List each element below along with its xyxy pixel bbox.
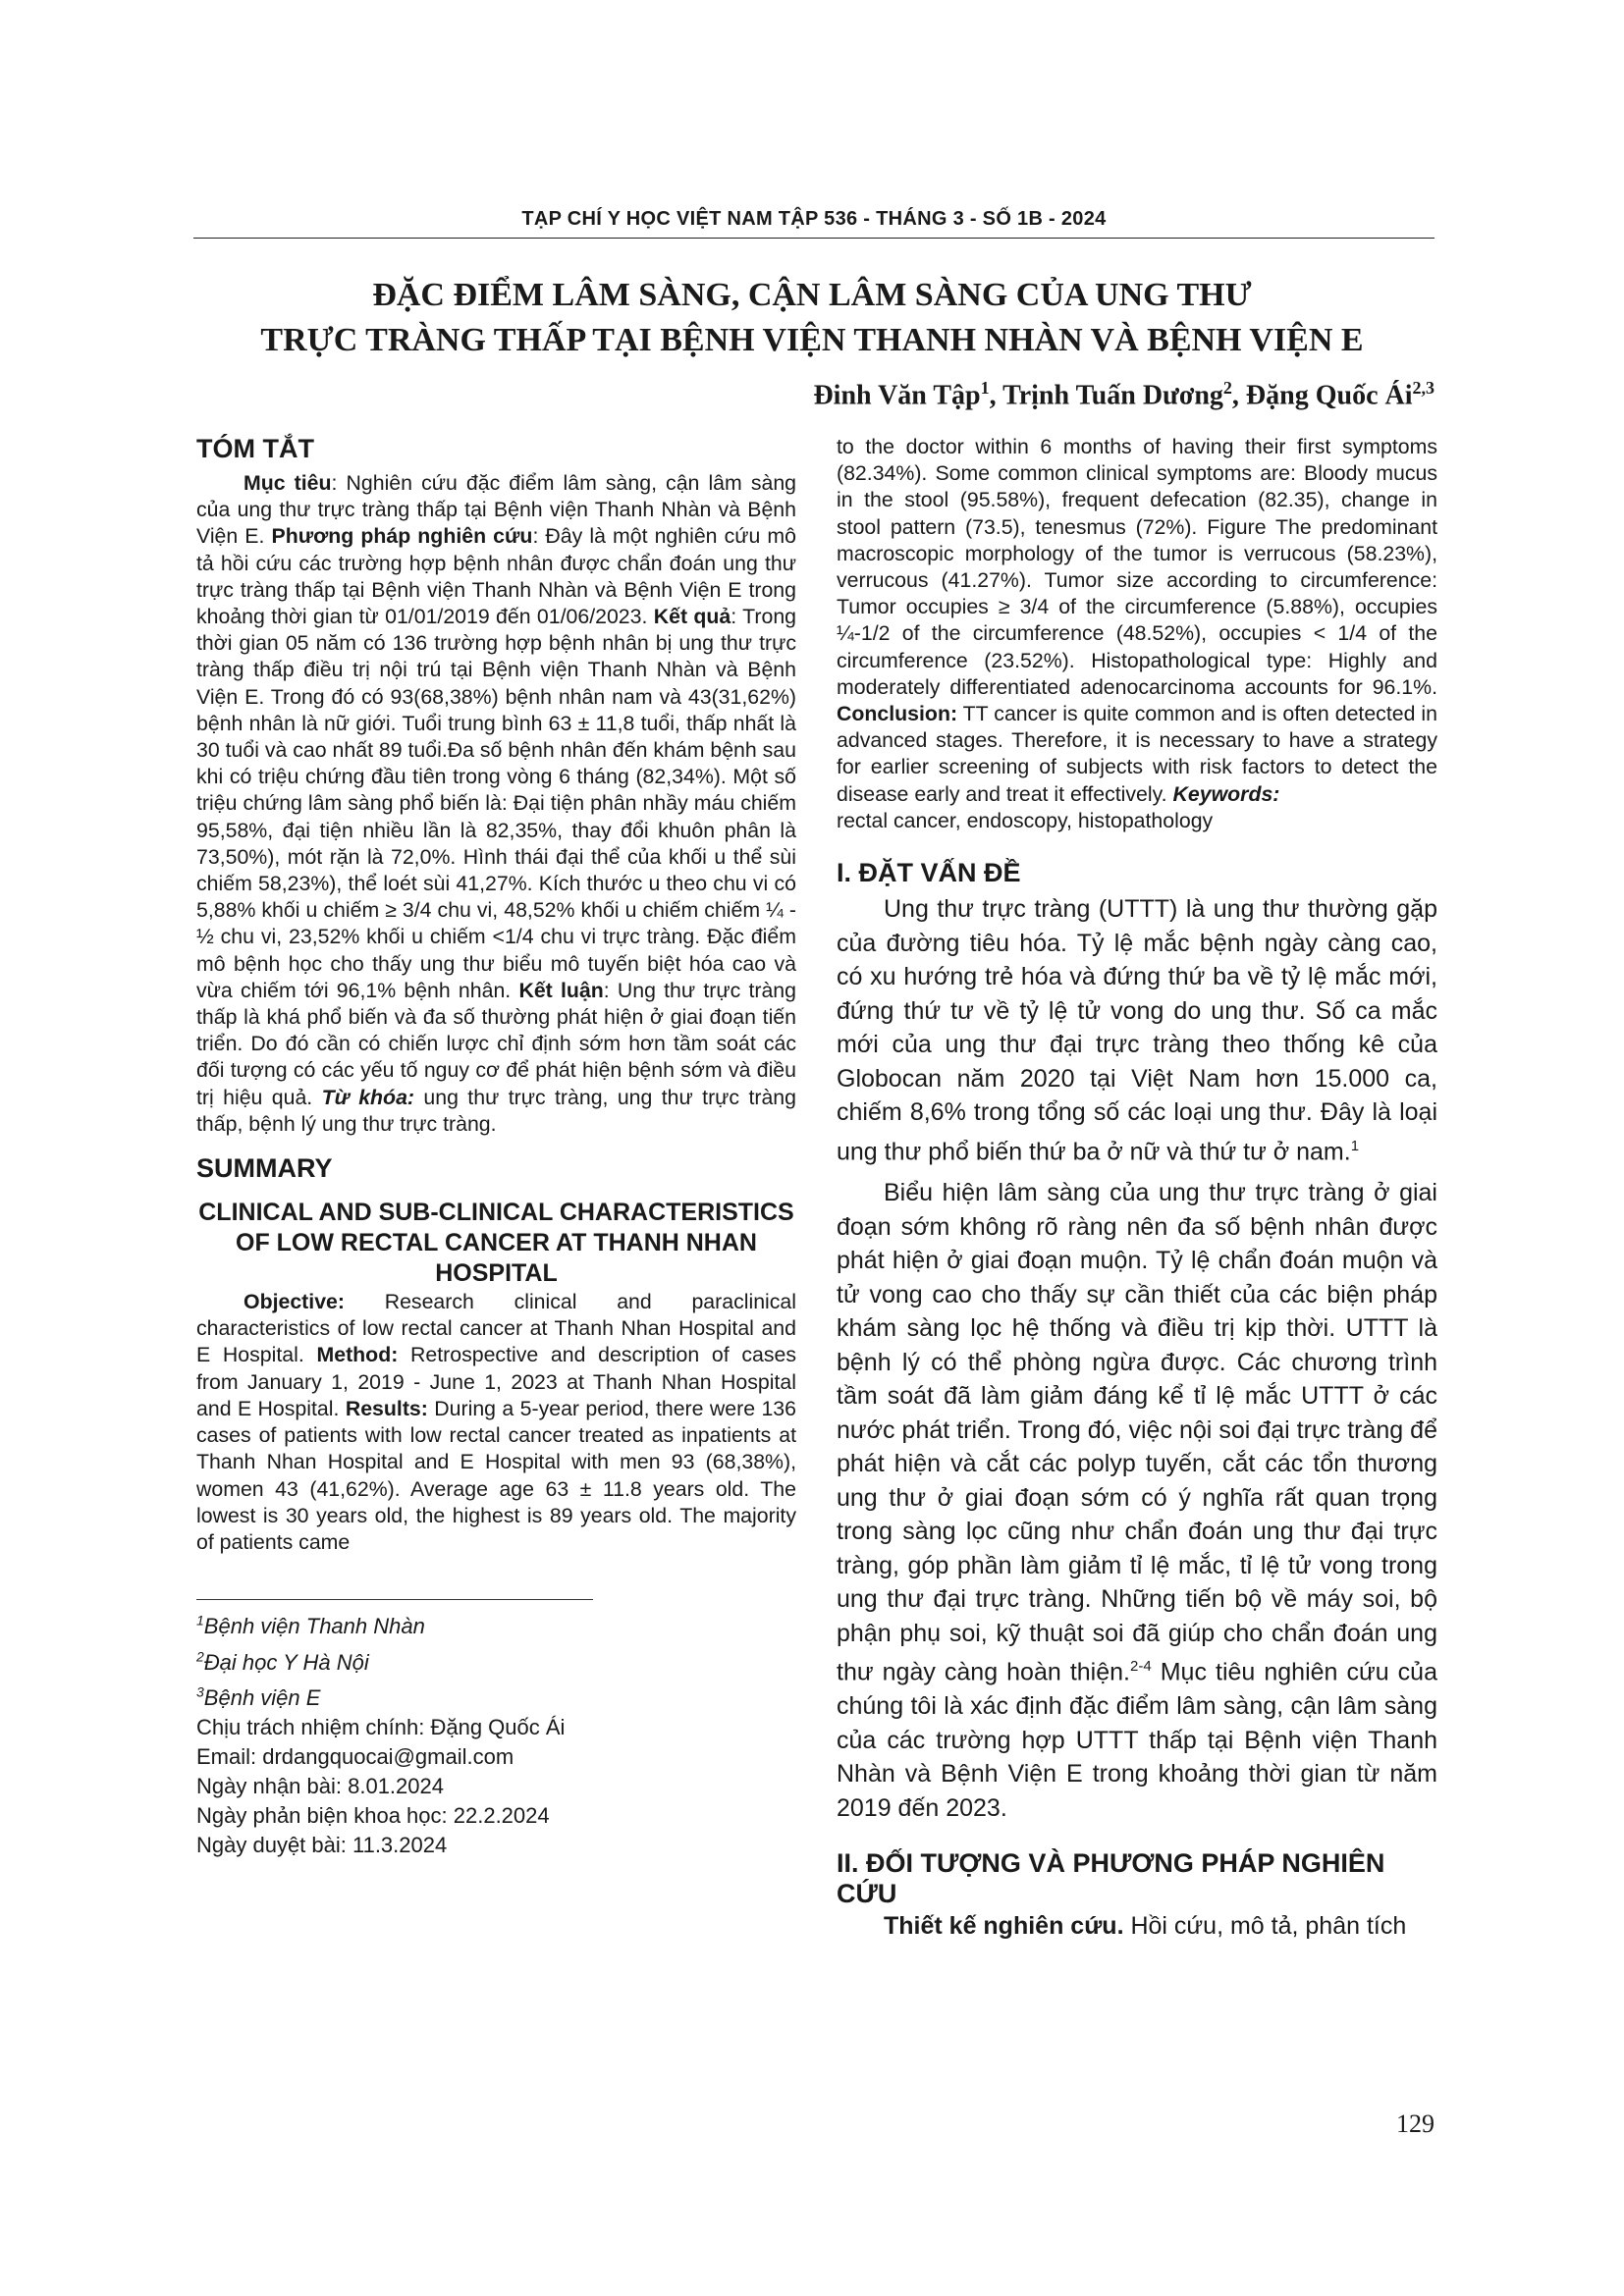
results-label: Kết quả — [653, 605, 731, 629]
citation-sup: 1 — [1350, 1137, 1360, 1154]
keywords-text-en: rectal cancer, endoscopy, histopathology — [837, 808, 1214, 832]
author-affiliation-sup: 1 — [980, 378, 990, 398]
abstract-vi-heading: TÓM TẮT — [196, 434, 314, 463]
results-text: : Trong thời gian 05 năm có 136 trường hợp bệnh nhân bị ung thư trực tràng thấp điều trị nội trú tại Bệnh viện Thanh Nhàn và Bệnh Viện E. Trong đó có 93(68,38%) bệnh nhân nam và 43(31,62%) bệnh nhân là nữ giới. Tuổi trung bình 63 ± 11,8 tuổi, thấp nhất là 30 tuổi và cao nhất 89 tuổi.Đa số bệnh nhân đến khám bệnh sau khi có triệu chứng đầu tiên trong vòng 6 tháng (82,34%). Một số triệu chứng lâm sàng phổ biến là: Đại tiện phân nhầy máu chiếm 95,58%, đại tiện nhiều lần là 82,35%, thay đổi khuôn phân là 73,50%), mót rặn là 72,0%. Hình thái đại thể của khối u thể sùi chiếm 58,23%), thể loét sùi 41,27%. Kích thước u theo chu vi có 5,88% khối u chiếm ≥ 3/4 chu vi, 48,52% khối u chiếm chiếm ¼ - ½ chu vi, 23,52% khối u chiếm <1/4 chu vi trực tràng. Đặc điểm mô bệnh học cho thấy ung thư biểu mô tuyến biệt hóa cao và vừa chiếm tới 96,1% bệnh nhân. — [196, 605, 797, 1002]
abstract-en-continued — [837, 434, 1437, 834]
left-column — [196, 434, 796, 1860]
method-text-en: Retrospective and description of cases from January 1, 2019 - June 1, 2023 at Thanh Nhan Hospital and E Hospital. — [196, 1343, 796, 1420]
page-number: 129 — [1396, 2109, 1435, 2138]
conclusion-label-en: Conclusion: — [837, 702, 958, 726]
abstract-en-heading: SUMMARY — [196, 1153, 333, 1184]
results-text-en-cont: to the doctor within 6 months of having their first symptoms (82.34%). Some common clinical symptoms are: Bloody mucus in the stool (95.58%), frequent defecation (82.35), change in stool pattern (73.5), tenesmus (72%). Figure The predominant macroscopic morphology of the tumor is verrucous (58.23%), verrucous (41.27%). Tumor size according to circumference: Tumor occupies ≥ 3/4 of the circumference (5.88%), occupies ¼-1/2 of the circumference (48.52%), occupies < 1/4 of the circumference (23.52%). Histopathological type: Highly and moderately differentiated adenocarcinoma accounts for 96.1%. — [837, 435, 1437, 699]
objective-label-en: Objective: — [244, 1290, 345, 1314]
abstract-vi-paragraph — [196, 470, 796, 1138]
header-rule — [193, 238, 1435, 239]
objective-text-en: Research clinical and paraclinical characteristics of low rectal cancer at Thanh Nhan Hospital and E Hospital. — [196, 1290, 796, 1367]
objective-text: : Nghiên cứu đặc điểm lâm sàng, cận lâm sàng của ung thư trực tràng thấp tại Bệnh viện Thanh Nhàn và Bệnh Viện E. — [196, 471, 797, 549]
keywords-label-en: Keywords: — [1172, 781, 1280, 806]
objective-label: Mục tiêu — [244, 471, 332, 495]
author-list — [813, 378, 1435, 411]
keywords-label: Từ khóa: — [321, 1085, 415, 1109]
author-affiliation-sup: 2,3 — [1412, 378, 1435, 398]
section-2-heading: II. ĐỐI TƯỢNG VÀ PHƯƠNG PHÁP NGHIÊN CỨU — [837, 1848, 1385, 1909]
author-separator: , — [1231, 380, 1246, 411]
author-name: Đinh Văn Tập — [813, 380, 981, 411]
affiliation-1: $^1$Bệnh viện Thanh Nhàn — [196, 1613, 425, 1639]
author-affiliation-sup: 2 — [1222, 378, 1232, 398]
abstract-en-title: CLINICAL AND SUB-CLINICAL CHARACTERISTICS OF LOW RECTAL CANCER AT THANH NHAN HOSPITAL — [198, 1199, 794, 1288]
date-accepted: Ngày duyệt bài: 11.3.2024 — [196, 1833, 448, 1858]
affiliation-2: $^2$Đại học Y Hà Nội — [196, 1648, 369, 1675]
title-line-1: ĐẶC ĐIỂM LÂM SÀNG, CẬN LÂM SÀNG CỦA UNG THƯ — [372, 277, 1252, 313]
date-reviewed: Ngày phản biện khoa học: 22.2.2024 — [196, 1803, 550, 1829]
method-label-en: Method: — [316, 1343, 399, 1367]
email: Email: drdangquocai@gmail.com — [196, 1744, 514, 1770]
title-line-2: TRỰC TRÀNG THẤP TẠI BỆNH VIỆN THANH NHÀN VÀ BỆNH VIỆN E — [260, 322, 1364, 358]
citation-sup: 2-4 — [1129, 1658, 1152, 1676]
author-separator: , — [989, 380, 1003, 411]
right-column — [837, 434, 1437, 1944]
section-1-heading: I. ĐẶT VẤN ĐỀ — [837, 858, 1021, 888]
study-design-text: Hồi cứu, mô tả, phân tích — [1123, 1912, 1407, 1941]
conclusion-text-en: TT cancer is quite common and is often detected in advanced stages. Therefore, it is necessary to have a strategy for earlier screening of subjects with risk factors to detect the disease early and treat it effectively. — [837, 702, 1437, 806]
affiliation-3: $^3$Bệnh viện E — [196, 1683, 321, 1711]
results-text-en: During a 5-year period, there were 136 cases of patients with low rectal cancer treated as inpatients at Thanh Nhan Hospital and E Hospital with men 93 (68,38%), women 43 (41,62%). Average age 63 ± 11.8 years old. The lowest is 30 years old, the highest is 89 years old. The majority of patients came — [196, 1396, 797, 1554]
section-1-paragraph-2: Biểu hiện lâm sàng của ung thư trực tràng ở giai đoạn sớm không rõ ràng nên đa số bệnh nhân được phát hiện ở giai đoạn muộn. Tỷ lệ chẩn đoán muộn và tử vong cao cho thấy sự cần thiết của các biện pháp khám sàng lọc hệ thống và điều trị kịp thời. UTTT là bệnh lý có thể phòng ngừa được. Các chương trình tầm soát đã làm giảm đáng kể tỉ lệ mắc UTTT ở các nước phát triển. Trong đó, việc nội soi đại trực tràng để phát hiện và cắt các polyp tuyến, cắt các tổn thương ung thư ở giai đoạn sớm có ý nghĩa rất quan trọng trong sàng lọc cũng như chẩn đoán ung thư đại trực tràng, góp phần làm giảm tỉ lệ mắc, tỉ lệ tử vong trong ung thư đại trực tràng. Những tiến bộ về máy soi, bộ phận phụ soi, kỹ thuật soi đã giúp cho chẩn đoán ung thư ngày càng hoàn thiện.$^{2-4}$ Mục tiêu nghiên cứu của chúng tôi là xác định đặc điểm lâm sàng, cận lâm sàng của các trường hợp UTTT thấp tại Bệnh viện Thanh Nhàn và Bệnh Viện E trong khoảng thời gian từ năm 2019 đến 2023. — [837, 1179, 1437, 1822]
section-1-paragraph-1: Ung thư trực tràng (UTTT) là ung thư thường gặp của đường tiêu hóa. Tỷ lệ mắc bệnh ngày càng cao, có xu hướng trẻ hóa và đứng thứ ba về tỷ lệ mắc mới, đứng thứ tư về tỷ lệ tử vong do ung thư. Số ca mắc mới của ung thư đại trực tràng theo thống kê của Globocan năm 2020 tại Việt Nam hơn 15.000 ca, chiếm 8,6% trong tổng số các loại ung thư. Đây là loại ung thư phổ biến thứ ba ở nữ và thứ tư ở nam.$^1$ — [837, 895, 1437, 1165]
journal-header: TẠP CHÍ Y HỌC VIỆT NAM TẬP 536 - THÁNG 3 - SỐ 1B - 2024 — [521, 208, 1107, 230]
method-text: : Đây là một nghiên cứu mô tả hồi cứu các trường hợp bệnh nhân được chẩn đoán ung thư trực tràng thấp tại Bệnh viện Thanh Nhàn và Bệnh Viện E trong khoảng thời gian từ 01/01/2019 đến 01/06/2023. — [196, 524, 796, 629]
date-received: Ngày nhận bài: 8.01.2024 — [196, 1774, 444, 1799]
section-2-paragraph — [837, 1909, 1437, 1944]
article-title — [147, 273, 1477, 363]
author-name: Trịnh Tuấn Dương — [1002, 380, 1223, 411]
study-design-label: Thiết kế nghiên cứu. — [884, 1912, 1124, 1941]
abstract-en-paragraph — [196, 1289, 796, 1556]
footnote-rule — [196, 1599, 593, 1600]
conclusion-text: : Ung thư trực tràng thấp là khá phổ biến và đa số thường phát hiện ở giai đoạn tiến triển. Do đó cần có chiến lược chỉ định sớm hơn tầm soát các đối tượng có các yếu tố nguy cơ để phát hiện bệnh sớm và điều trị hiệu quả. — [196, 978, 796, 1109]
author-name: Đặng Quốc Ái — [1245, 380, 1413, 411]
results-label-en: Results: — [345, 1396, 428, 1420]
keywords-text: ung thư trực tràng, ung thư trực tràng thấp, bệnh lý ung thư trực tràng. — [196, 1085, 796, 1136]
corresponding-author: Chịu trách nhiệm chính: Đặng Quốc Ái — [196, 1715, 566, 1740]
conclusion-label: Kết luận — [518, 978, 604, 1002]
method-label: Phương pháp nghiên cứu — [271, 524, 533, 549]
